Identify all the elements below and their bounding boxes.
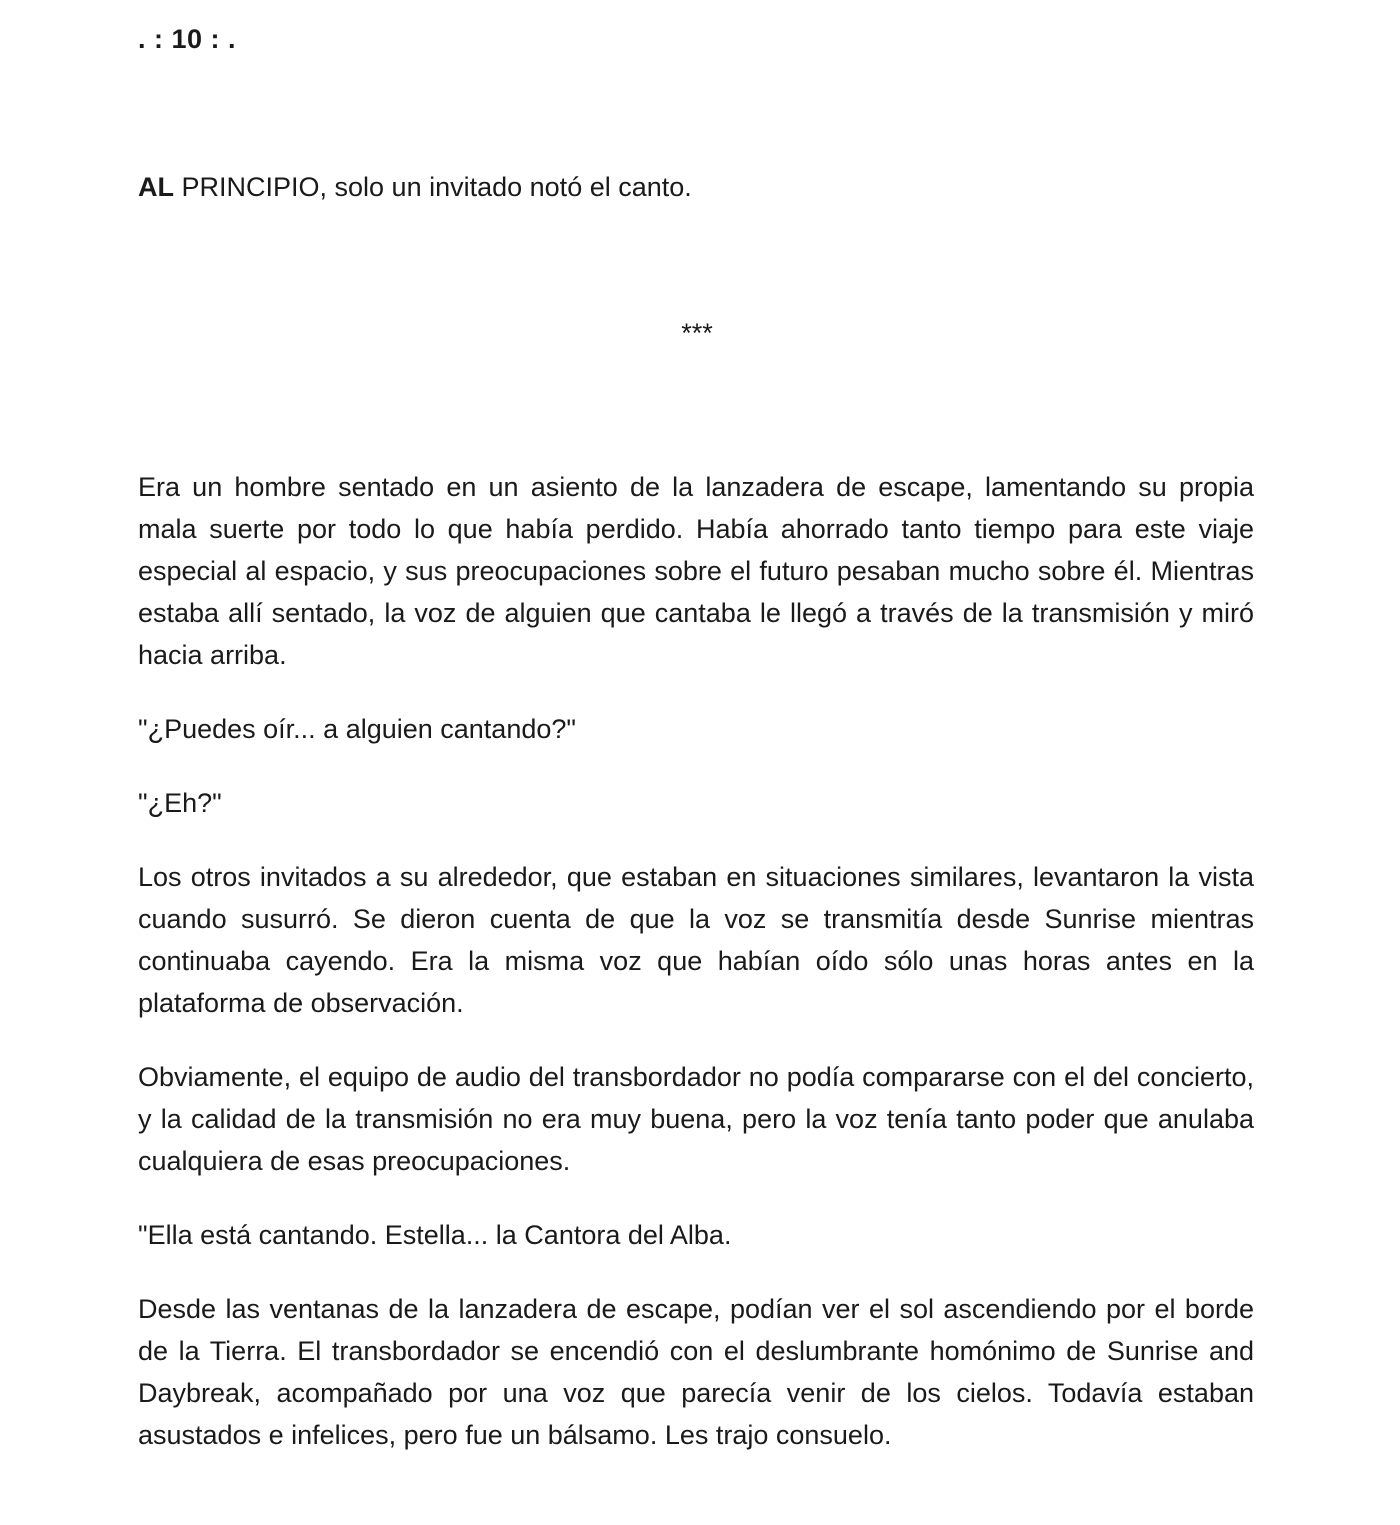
paragraph: "¿Eh?" (138, 788, 222, 818)
paragraph: Los otros invitados a su alrededor, que estaban en situaciones similares, levantaron la vista cuando susurró. Se dieron cuenta de que la voz se transmitía desde Sunrise mientras continuaba cayendo. Era la misma voz que habían oído sólo unas horas antes en la plataforma de observación. (138, 862, 1254, 1018)
paragraph: Era un hombre sentado en un asiento de la lanzadera de escape, lamentando su propia mala suerte por todo lo que había perdido. Había ahorrado tanto tiempo para este viaje especial al espacio, y sus preocupaciones sobre el futuro pesaban mucho sobre él. Mientras estaba allí sentado, la voz de alguien que cantaba le llegó a través de la transmisión y miró hacia arriba. (138, 472, 1254, 670)
paragraph: "¿Puedes oír... a alguien cantando?" (138, 714, 576, 744)
opening-line (138, 172, 692, 203)
paragraph: "Ella está cantando. Estella... la Cantora del Alba. (138, 1220, 732, 1250)
body-text (138, 466, 1254, 1488)
opening-lead-word: AL (138, 172, 174, 202)
paragraph: Desde las ventanas de la lanzadera de escape, podían ver el sol ascendiendo por el borde de la Tierra. El transbordador se encendió con el deslumbrante homónimo de Sunrise and Daybreak, acompañado por una voz que parecía venir de los cielos. Todavía estaban asustados e infelices, pero fue un bálsamo. Les trajo consuelo. (138, 1294, 1254, 1450)
opening-line-text: PRINCIPIO, solo un invitado notó el canto. (174, 172, 692, 202)
chapter-number: . : 10 : . (138, 24, 237, 54)
paragraph: Obviamente, el equipo de audio del transbordador no podía compararse con el del concierto, y la calidad de la transmisión no era muy buena, pero la voz tenía tanto poder que anulaba cualquiera de esas preocupaciones. (138, 1062, 1254, 1176)
scene-separator: *** (681, 318, 713, 348)
